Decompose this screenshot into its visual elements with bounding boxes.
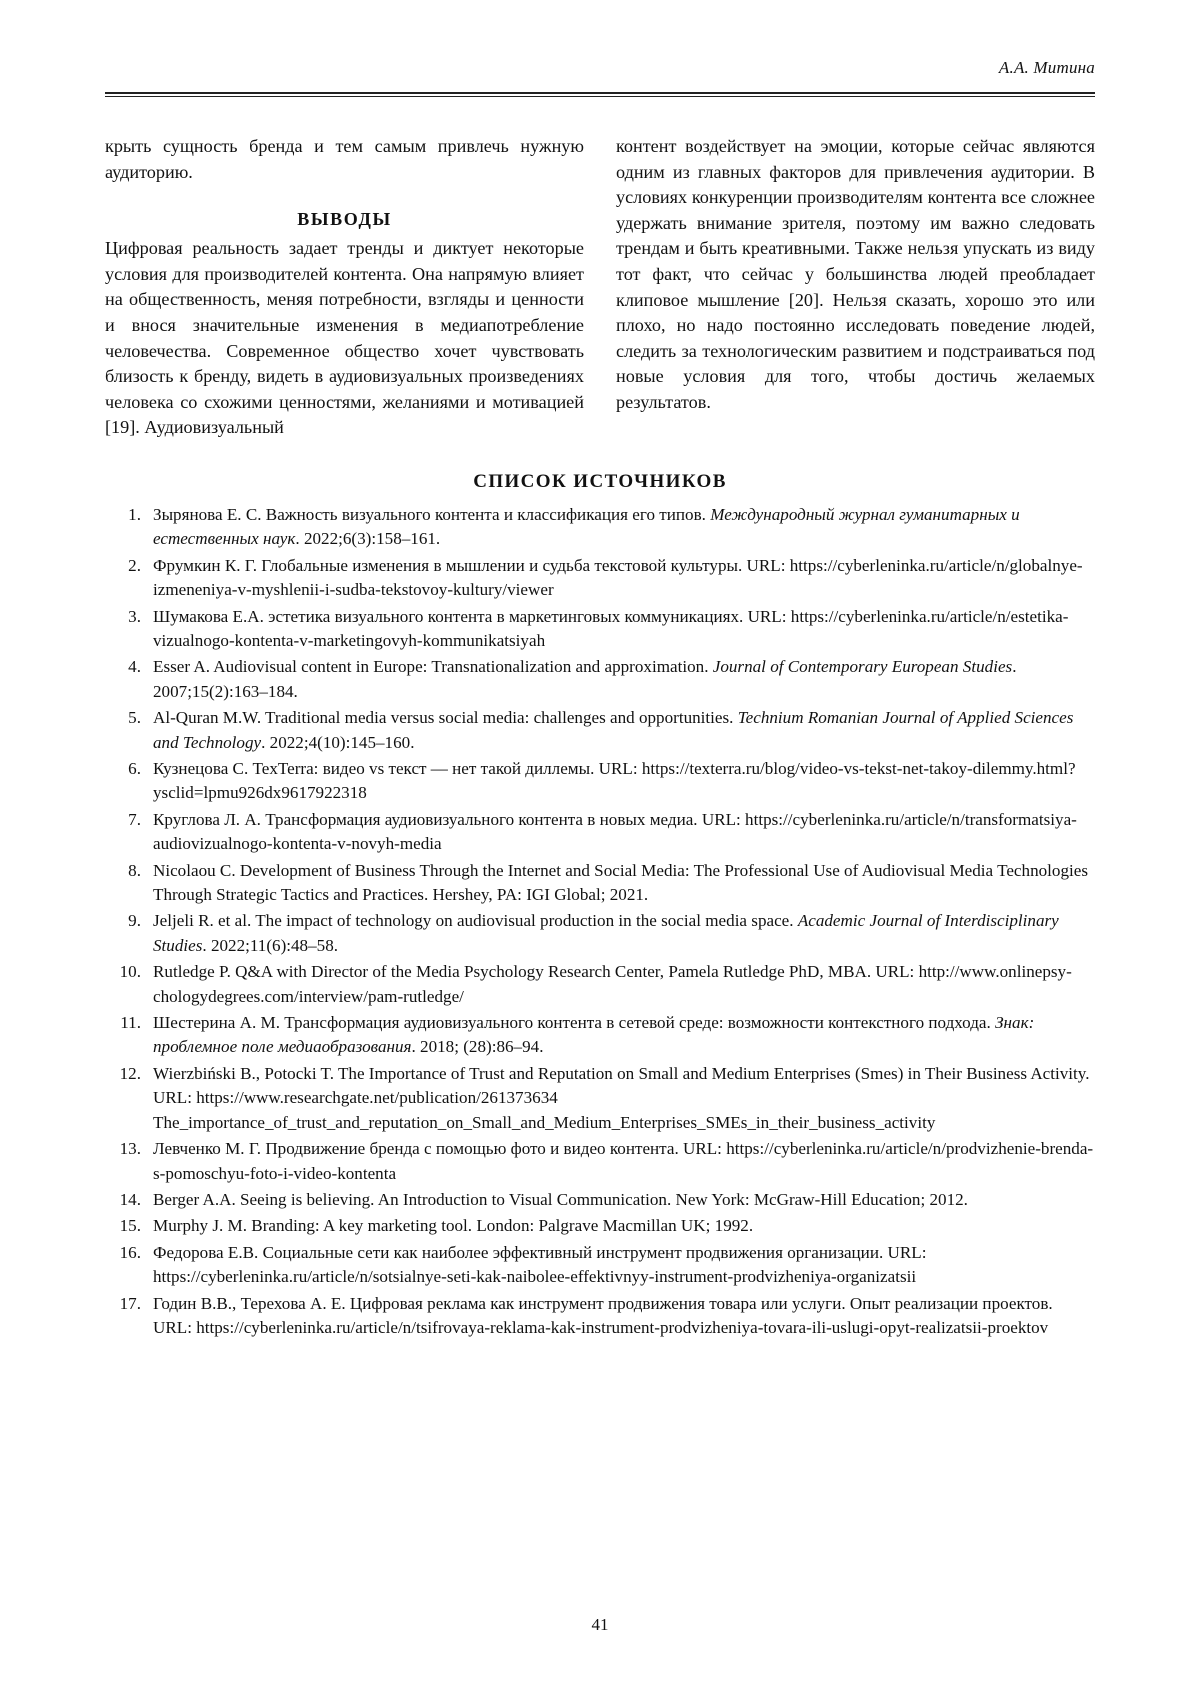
reference-item xyxy=(105,605,1095,654)
conclusions-paragraph: Цифровая реальность задает тренды и диктует некоторые условия для производителей контента. Она напрямую влияет на общественность, меняя потребности, взгляды и ценности и внося значительные изменения в медиапотребление человечества. Современное общество хочет чувствовать близость к бренду, видеть в аудиовизуальных произведениях человека со схожими ценностями, желаниями и мотивацией [19]. Аудиовизуальный xyxy=(105,238,584,438)
reference-item xyxy=(105,1137,1095,1186)
reference-text: Wierzbiński B., Potocki T. The Importance of Trust and Reputation on Small and Medium Enterprises (Smes) in Their Business Activity. URL: https://www.researchgate.net/publication/261373634 The_importance_of_trust_and_reputation_on_Small_and_Medium_Enterprises_SMEs_in_their_business_activity xyxy=(153,1063,1090,1132)
references-list xyxy=(105,503,1095,1340)
reference-item xyxy=(105,554,1095,603)
reference-text: Esser A. Audiovisual content in Europe: Transnationalization and approximation. Journal of Contemporary European Studies. 2007;15(2):163–184. xyxy=(153,657,1017,701)
reference-number: 5. xyxy=(128,708,141,728)
reference-text: Nicolaou C. Development of Business Through the Internet and Social Media: The Professional Use of Audiovisual Media Technologies Through Strategic Tactics and Practices. Hershey, PA: IGI Global; 2021. xyxy=(153,860,1088,905)
reference-text: Фрумкин К. Г. Глобальные изменения в мышлении и судьба текстовой культуры. URL: https://cyberleninka.ru/article/n/globalnye-izmeneniya-v-myshlenii-i-sudba-tekstovoy-kultury/viewer xyxy=(153,555,1083,600)
right-column-paragraph: контент воздействует на эмоции, которые сейчас являются одним из главных факторов для привлечения аудитории. В условиях конкуренции производителям контента все сложнее удержать внимание зрителя, поэтому им важно следовать трендам и быть креативными. Также нельзя упускать из виду тот факт, что сейчас у большинства людей преобладает клиповое мышление [20]. Нельзя сказать, хорошо это или плохо, но надо постоянно исследовать поведение людей, следить за технологическим развитием и подстраиваться под новые условия для того, чтобы достичь желаемых результатов. xyxy=(616,136,1095,412)
references-heading: СПИСОК ИСТОЧНИКОВ xyxy=(473,470,727,492)
left-column xyxy=(105,134,584,441)
reference-item xyxy=(105,706,1095,755)
reference-item xyxy=(105,1188,1095,1212)
reference-number: 15. xyxy=(119,1216,141,1236)
reference-text: Годин В.В., Терехова А. Е. Цифровая реклама как инструмент продвижения товара или услуги. Опыт реализации проектов. URL: https://cyberleninka.ru/article/n/tsifrovaya-reklama-kak-instrument-prodvizheniya-tovara-ili-uslugi-opyt-realizatsii-proektov xyxy=(153,1293,1053,1337)
reference-item xyxy=(105,859,1095,908)
reference-item xyxy=(105,1214,1095,1238)
reference-number: 12. xyxy=(119,1063,141,1083)
reference-item xyxy=(105,1011,1095,1060)
reference-text: Шестерина А. М. Трансформация аудиовизуального контента в сетевой среде: возможности контекстного подхода. Знак: проблемное поле медиаобразования. 2018; (28):86–94. xyxy=(153,1013,1035,1057)
reference-number: 17. xyxy=(119,1293,141,1313)
reference-number: 14. xyxy=(119,1189,141,1209)
continued-paragraph: крыть сущность бренда и тем самым привлечь нужную аудиторию. xyxy=(105,136,584,182)
reference-item xyxy=(105,1292,1095,1341)
reference-text: Круглова Л. А. Трансформация аудиовизуального контента в новых медиа. URL: https://cyberleninka.ru/article/n/transformatsiya-audiovizualnogo-kontenta-v-novyh-media xyxy=(153,809,1077,854)
reference-text: Левченко М. Г. Продвижение бренда с помощью фото и видео контента. URL: https://cyberleninka.ru/article/n/prodvizhenie-brenda-s-pomoschyu-foto-i-video-kontenta xyxy=(153,1139,1094,1183)
reference-number: 10. xyxy=(119,962,141,982)
reference-number: 4. xyxy=(128,657,141,677)
reference-text: Berger A.A. Seeing is believing. An Introduction to Visual Communication. New York: McGraw-Hill Education; 2012. xyxy=(153,1189,968,1209)
reference-number: 3. xyxy=(128,606,141,626)
reference-text: Rutledge P. Q&A with Director of the Media Psychology Research Center, Pamela Rutledge PhD, MBA. URL: http://www.onlinepsy- chologydegrees.com/interview/pam-rutledge/ xyxy=(153,962,1072,1006)
reference-item xyxy=(105,808,1095,857)
reference-text: Al-Quran M.W. Traditional media versus social media: challenges and opportunities. Technium Romanian Journal of Applied Sciences and Technology. 2022;4(10):145–160. xyxy=(153,708,1074,752)
reference-item xyxy=(105,1241,1095,1290)
reference-text: Jeljeli R. et al. The impact of technology on audiovisual production in the social media space. Academic Journal of Interdisciplinary Studies. 2022;11(6):48–58. xyxy=(153,911,1059,955)
reference-number: 2. xyxy=(128,555,141,575)
page-number: 41 xyxy=(591,1615,609,1634)
reference-number: 9. xyxy=(128,911,141,931)
conclusions-heading: ВЫВОДЫ xyxy=(297,209,392,230)
two-column-body xyxy=(105,134,1095,441)
reference-number: 6. xyxy=(128,759,141,778)
reference-number: 11. xyxy=(120,1013,141,1033)
page-content xyxy=(105,134,1095,1342)
header-rule xyxy=(105,92,1095,97)
reference-text: Федорова Е.В. Социальные сети как наиболее эффективный инструмент продвижения организации. URL: https://cyberleninka.ru/article/n/sotsialnye-seti-kak-naibolee-effektivnyy-instrument-prodvizheniya-organizatsii xyxy=(153,1242,927,1287)
reference-text: Murphy J. M. Branding: A key marketing tool. London: Palgrave Macmillan UK; 1992. xyxy=(153,1216,754,1236)
reference-item xyxy=(105,1062,1095,1135)
reference-item xyxy=(105,960,1095,1009)
running-head: А.А. Митина xyxy=(998,58,1095,77)
reference-item xyxy=(105,757,1095,806)
right-column xyxy=(616,134,1095,416)
reference-number: 1. xyxy=(128,504,141,524)
reference-item xyxy=(105,655,1095,704)
reference-text: Кузнецова С. TexTerra: видео vs текст — нет такой диллемы. URL: https://texterra.ru/blog/video-vs-tekst-net-takoy-dilemmy.html?ysclid=lpmu926dx9617922318 xyxy=(153,759,1076,803)
reference-text: Зырянова Е. С. Важность визуального контента и классификация его типов. Международный журнал гуманитарных и естественных наук. 2022;6(3):158–161. xyxy=(153,504,1020,549)
reference-number: 7. xyxy=(128,809,141,829)
reference-number: 8. xyxy=(128,860,141,880)
reference-item xyxy=(105,909,1095,958)
reference-number: 13. xyxy=(119,1139,141,1159)
reference-text: Шумакова Е.А. эстетика визуального контента в маркетинговых коммуникациях. URL: https://cyberleninka.ru/article/n/estetika-vizualnogo-kontenta-v-marketingovyh-kommunikatsiyah xyxy=(153,606,1069,650)
reference-item xyxy=(105,503,1095,552)
reference-number: 16. xyxy=(119,1242,141,1262)
